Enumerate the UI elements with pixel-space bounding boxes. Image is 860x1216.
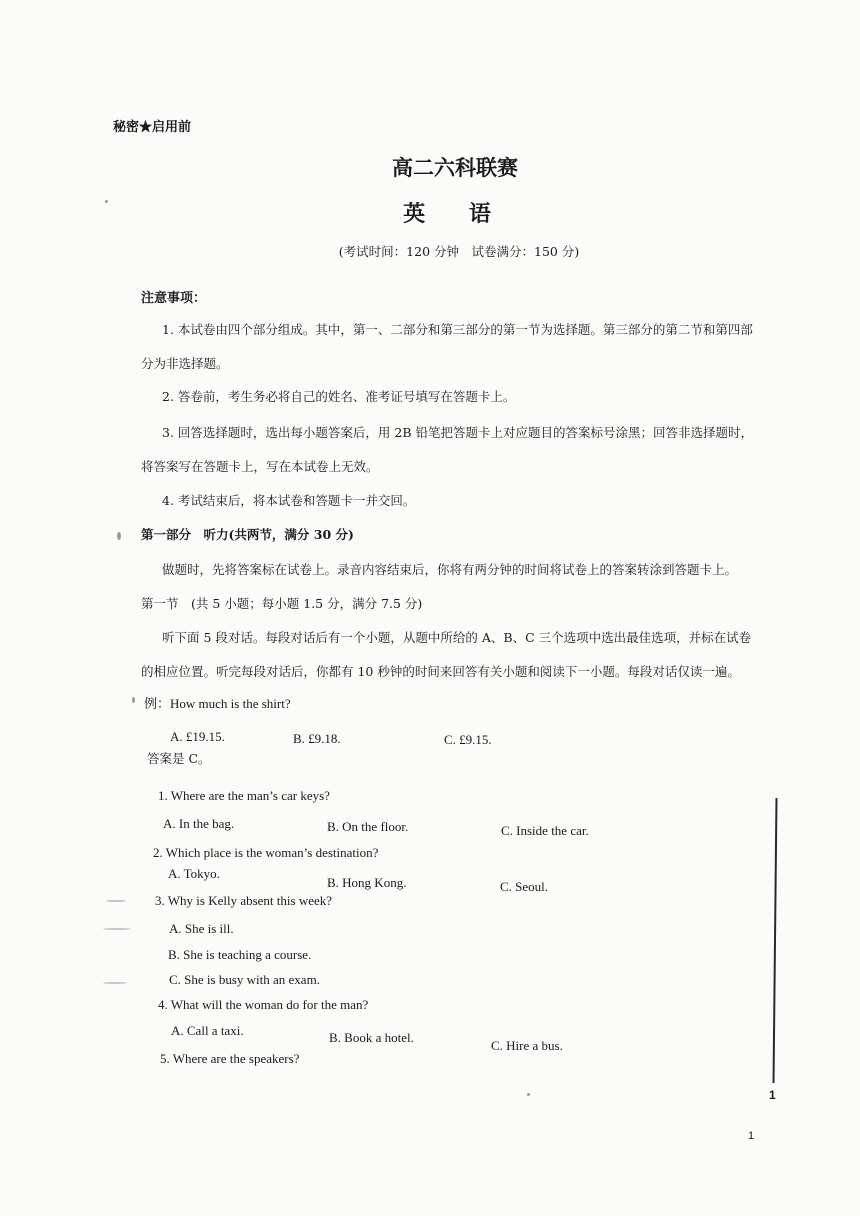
scan-speck	[103, 982, 127, 984]
question-5: 5. Where are the speakers?	[160, 1051, 300, 1066]
question-3-option-a: A. She is ill.	[169, 921, 234, 936]
question-4: 4. What will the woman do for the man?	[158, 997, 369, 1012]
question-3-option-b: B. She is teaching a course.	[168, 947, 312, 962]
question-2-option-a: A. Tokyo.	[168, 866, 220, 881]
notice-heading: 注意事项：	[141, 291, 207, 306]
confidential-label: 秘密★启用前	[113, 120, 192, 135]
example-option-c: C. £9.15.	[444, 732, 492, 747]
question-2-option-c: C. Seoul.	[500, 879, 549, 894]
question-4-option-b: B. Book a hotel.	[329, 1030, 414, 1045]
question-3-option-c: C. She is busy with an exam.	[169, 972, 320, 987]
scan-speck	[103, 928, 131, 930]
section1-instructions: 听下面 5 段对话。每段对话后有一个小题，从题中所给的 A、B、C 三个选项中选出最佳选项，并标在试卷	[162, 630, 752, 645]
notice-item-1-cont: 分为非选择题。	[141, 356, 229, 371]
scan-speck	[105, 200, 108, 203]
notice-item-1: 1. 本试卷由四个部分组成。其中，第一、二部分和第三部分的第一节为选择题。第三部分的第二节和第四部	[162, 322, 753, 337]
question-1-option-a: A. In the bag.	[163, 816, 235, 831]
notice-item-4: 4. 考试结束后，将本试卷和答题卡一并交回。	[162, 493, 416, 508]
scan-speck	[132, 697, 135, 703]
question-4-option-a: A. Call a taxi.	[171, 1023, 244, 1038]
question-4-option-c: C. Hire a bus.	[491, 1038, 563, 1053]
part1-intro: 做题时，先将答案标在试卷上。录音内容结束后，你将有两分钟的时间将试卷上的答案转涂到答题卡上。	[162, 562, 738, 577]
question-1-option-c: C. Inside the car.	[501, 823, 589, 838]
question-1: 1. Where are the man’s car keys?	[158, 788, 330, 803]
question-1-option-b: B. On the floor.	[327, 819, 409, 834]
question-2: 2. Which place is the woman’s destination?	[153, 845, 379, 860]
example-option-a: A. £19.15.	[170, 729, 225, 744]
question-3: 3. Why is Kelly absent this week?	[155, 893, 333, 908]
exam-time-info: (考试时间：120 分钟 试卷满分：150 分)	[338, 244, 580, 259]
exam-title: 高二六科联赛	[392, 155, 518, 180]
example-option-b: B. £9.18.	[293, 731, 341, 746]
scan-edge-line	[773, 798, 778, 1083]
scan-speck	[106, 900, 126, 902]
question-2-option-b: B. Hong Kong.	[327, 875, 407, 890]
scan-speck	[527, 1093, 530, 1096]
notice-item-3-cont: 将答案写在答题卡上，写在本试卷上无效。	[141, 459, 379, 474]
section1-heading: 第一节 (共 5 小题；每小题 1.5 分，满分 7.5 分)	[141, 596, 423, 611]
section1-instructions-cont: 的相应位置。听完每段对话后，你都有 10 秒钟的时间来回答有关小题和阅读下一小题。每段对话仅读一遍。	[141, 664, 740, 679]
subject-title: 英 语	[403, 201, 509, 227]
example-question: 例：How much is the shirt?	[144, 696, 291, 711]
notice-item-2: 2. 答卷前，考生务必将自己的姓名、准考证号填写在答题卡上。	[162, 389, 516, 404]
scan-speck	[117, 532, 121, 540]
scanned-page-number: 1	[769, 1088, 776, 1102]
example-answer: 答案是 C。	[147, 751, 211, 766]
notice-item-3: 3. 回答选择题时，选出每小题答案后，用 2B 铅笔把答题卡上对应题目的答案标号涂黑；回答非选择题时，	[162, 425, 753, 440]
part1-heading: 第一部分 听力(共两节，满分 30 分)	[141, 527, 354, 542]
page-number: 1	[748, 1130, 755, 1142]
